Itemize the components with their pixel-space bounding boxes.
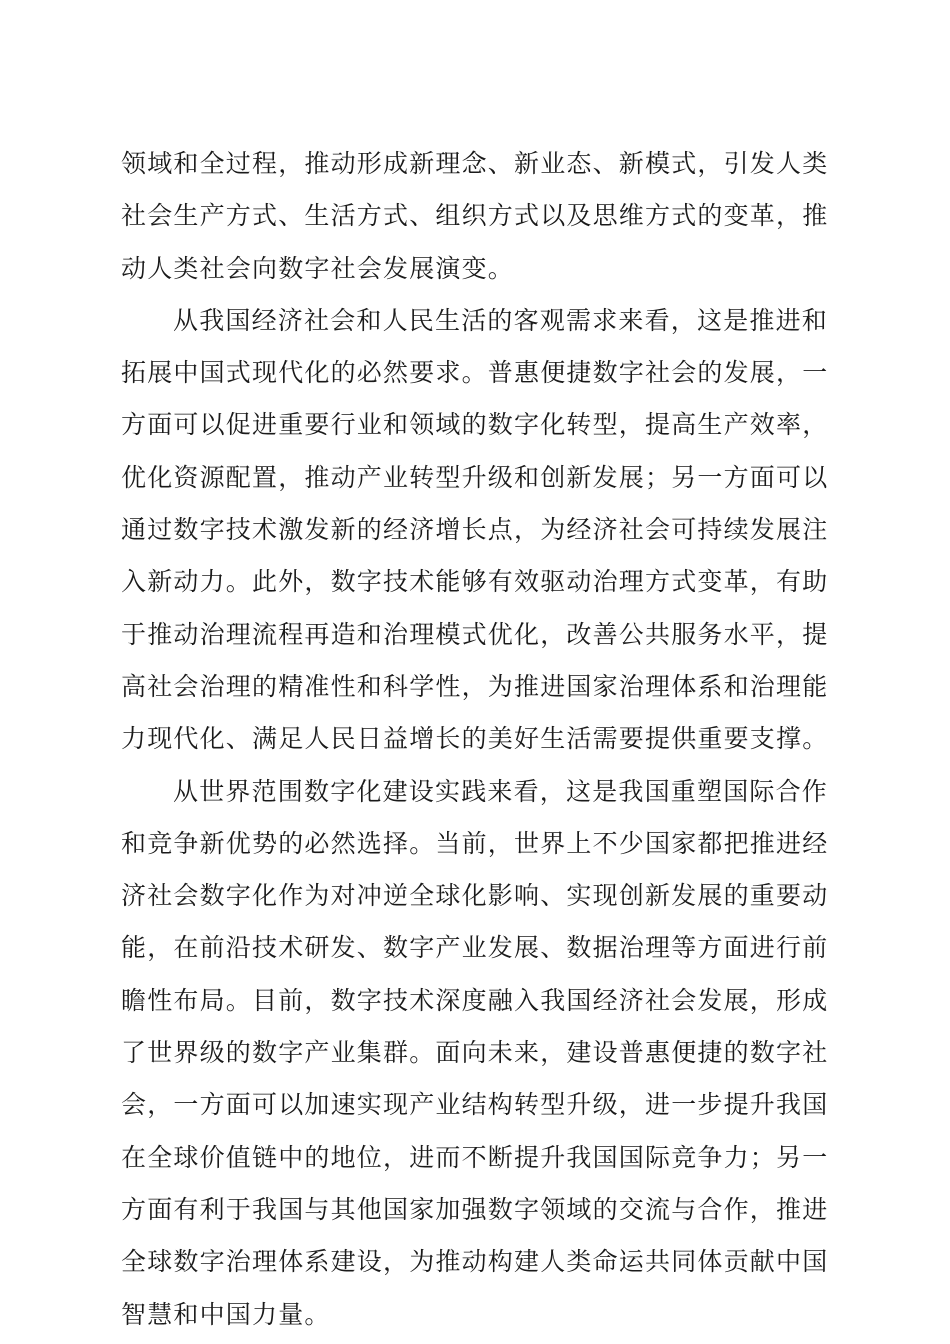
- paragraph-line: 力现代化、满足人民日益增长的美好生活需要提供重要支撑。: [121, 724, 829, 754]
- paragraph-line: 在全球价值链中的地位，进而不断提升我国国际竞争力；另一: [121, 1142, 829, 1172]
- paragraph-line: 动人类社会向数字社会发展演变。: [121, 253, 515, 283]
- paragraph-line: 了世界级的数字产业集群。面向未来，建设普惠便捷的数字社: [121, 1038, 829, 1068]
- paragraph-line: 领域和全过程，推动形成新理念、新业态、新模式，引发人类: [121, 149, 829, 178]
- paragraph-line: 拓展中国式现代化的必然要求。普惠便捷数字社会的发展，一: [121, 358, 829, 388]
- paragraph-line: 社会生产方式、生活方式、组织方式以及思维方式的变革，推: [121, 201, 829, 231]
- paragraph-3: [121, 766, 831, 1341]
- paragraph-line: 从世界范围数字化建设实践来看，这是我国重塑国际合作: [173, 776, 829, 806]
- paragraph-line: 通过数字技术激发新的经济增长点，为经济社会可持续发展注: [121, 515, 829, 545]
- paragraph-2: [121, 295, 831, 766]
- paragraph-line: 从我国经济社会和人民生活的客观需求来看，这是推进和: [173, 305, 829, 335]
- paragraph-line: 智慧和中国力量。: [121, 1299, 331, 1329]
- paragraph-line: 高社会治理的精准性和科学性，为推进国家治理体系和治理能: [121, 671, 829, 701]
- paragraph-line: 能，在前沿技术研发、数字产业发展、数据治理等方面进行前: [121, 933, 829, 963]
- paragraph-line: 瞻性布局。目前，数字技术深度融入我国经济社会发展，形成: [121, 985, 829, 1015]
- paragraph-line: 会，一方面可以加速实现产业结构转型升级，进一步提升我国: [121, 1090, 829, 1120]
- article-body: [121, 138, 831, 1341]
- paragraph-line: 济社会数字化作为对冲逆全球化影响、实现创新发展的重要动: [121, 881, 829, 911]
- paragraph-line: 和竞争新优势的必然选择。当前，世界上不少国家都把推进经: [121, 828, 829, 858]
- paragraph-line: 方面有利于我国与其他国家加强数字领域的交流与合作，推进: [121, 1194, 829, 1224]
- paragraph-line: 入新动力。此外，数字技术能够有效驱动治理方式变革，有助: [121, 567, 829, 597]
- paragraph-1: [121, 138, 831, 295]
- paragraph-line: 优化资源配置，推动产业转型升级和创新发展；另一方面可以: [121, 462, 829, 492]
- paragraph-line: 全球数字治理体系建设，为推动构建人类命运共同体贡献中国: [121, 1247, 829, 1277]
- paragraph-line: 方面可以促进重要行业和领域的数字化转型，提高生产效率，: [121, 410, 829, 440]
- paragraph-line: 于推动治理流程再造和治理模式优化，改善公共服务水平，提: [121, 619, 829, 649]
